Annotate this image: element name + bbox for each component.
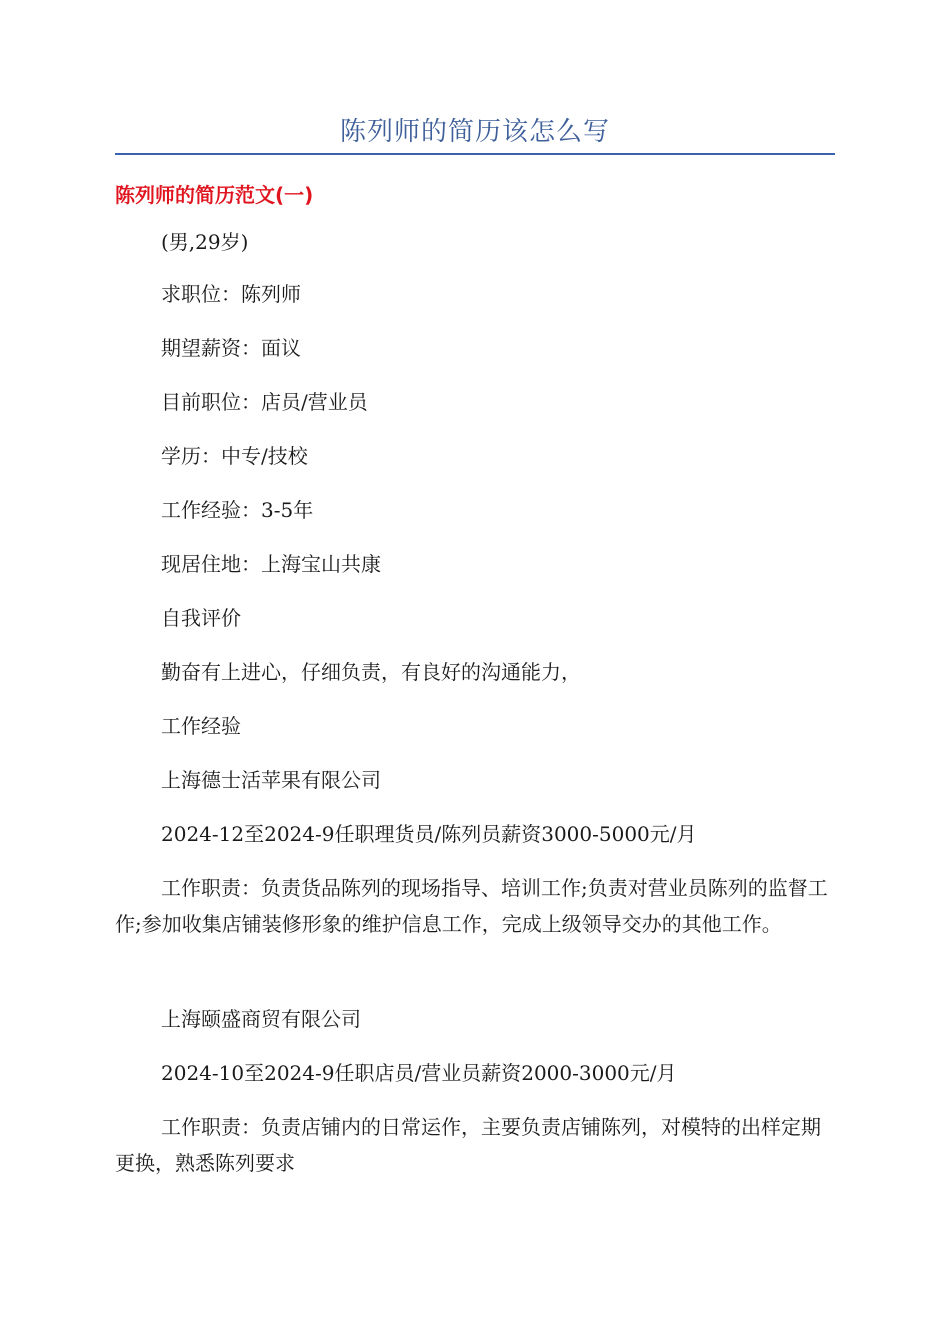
paragraph-gender-age: (男,29岁) bbox=[161, 230, 249, 254]
paragraph-job-2-duties: 工作职责：负责店铺内的日常运作，主要负责店铺陈列，对模特的出样定期更换，熟悉陈列要求 bbox=[115, 1115, 821, 1175]
paragraph-education: 学历：中专/技校 bbox=[161, 444, 308, 468]
paragraph-job-1-duties: 工作职责：负责货品陈列的现场指导、培训工作;负责对营业员陈列的监督工作;参加收集店铺装修形象的维护信息工作，完成上级领导交办的其他工作。 bbox=[115, 876, 828, 936]
paragraph-residence: 现居住地：上海宝山共康 bbox=[161, 552, 381, 576]
document-title: 陈列师的简历该怎么写 bbox=[339, 117, 610, 147]
paragraph-company-2: 上海颐盛商贸有限公司 bbox=[161, 1007, 361, 1031]
paragraph-job-2-period: 2024-10至2024-9任职店员/营业员薪资2000-3000元/月 bbox=[161, 1061, 677, 1085]
paragraph-company-1: 上海德士活苹果有限公司 bbox=[161, 768, 381, 792]
paragraph-self-evaluation: 勤奋有上进心，仔细负责，有良好的沟通能力， bbox=[161, 660, 581, 684]
paragraph-job-1-period: 2024-12至2024-9任职理货员/陈列员薪资3000-5000元/月 bbox=[161, 822, 697, 846]
paragraph-work-experience-years: 工作经验：3-5年 bbox=[161, 498, 314, 522]
paragraph-self-evaluation-heading: 自我评价 bbox=[161, 606, 241, 630]
paragraph-work-experience-heading: 工作经验 bbox=[161, 714, 241, 738]
paragraph-job-target: 求职位：陈列师 bbox=[161, 282, 301, 306]
paragraph-current-position: 目前职位：店员/营业员 bbox=[161, 390, 368, 414]
paragraph-expected-salary: 期望薪资：面议 bbox=[161, 336, 301, 360]
section-heading: 陈列师的简历范文(一) bbox=[115, 183, 314, 207]
title-divider bbox=[115, 153, 835, 155]
